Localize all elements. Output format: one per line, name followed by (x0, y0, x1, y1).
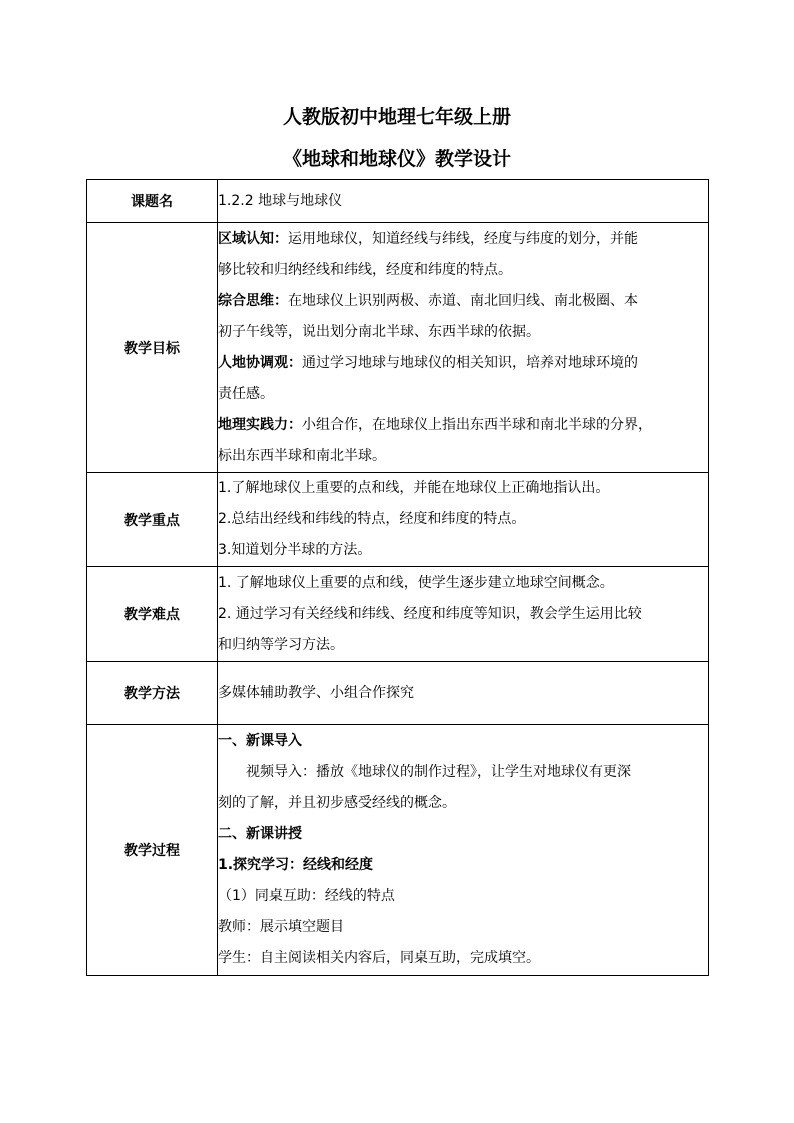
goal-heading: 综合思维： (218, 292, 288, 309)
key-point-item: 1.了解地球仪上重要的点和线，并能在地球仪上正确地指认出。 (218, 480, 610, 496)
topic-label: 课题名 (87, 180, 218, 223)
table-row-goals (87, 223, 709, 473)
teacher-text: 教师：展示填空题目 (218, 919, 344, 935)
document-title: 人教版初中地理七年级上册 (282, 106, 511, 128)
methods-value: 多媒体辅助教学、小组合作探究 (218, 662, 709, 725)
intro-text: 视频导入：播放《地球仪的制作过程》，让学生对地球仪有更深 (246, 764, 631, 780)
table-row-key-points (87, 473, 709, 567)
table-row-difficulties (87, 567, 709, 662)
process-content (218, 725, 709, 976)
difficulty-item: 1. 了解地球仪上重要的点和线，使学生逐步建立地球空间概念。 (218, 574, 614, 591)
process-label: 教学过程 (87, 725, 218, 976)
key-point-item: 2.总结出经线和纬线的特点，经度和纬度的特点。 (218, 511, 526, 527)
goal-item-cont: 初子午线等，说出划分南北半球、东西半球的依据。 (218, 323, 540, 340)
goal-heading: 地理实践力： (218, 416, 302, 433)
goal-item: 综合思维：在地球仪上识别两极、赤道、南北回归线、南北极圈、本 (218, 292, 638, 309)
lesson-plan-table (86, 179, 709, 976)
table-row-topic (87, 180, 709, 223)
section-heading: 二、新课讲授 (218, 826, 302, 842)
goal-item: 人地协调观：通过学习地球与地球仪的相关知识，培养对地球环境的 (218, 354, 638, 371)
subsection-heading: 1.探究学习：经线和经度 (218, 857, 374, 873)
goal-item-cont: 责任感。 (218, 385, 274, 402)
goal-item-cont: 够比较和归纳经线和纬线，经度和纬度的特点。 (218, 261, 512, 278)
intro-text-cont: 刻的了解，并且初步感受经线的概念。 (218, 795, 456, 811)
difficulty-item: 2. 通过学习有关经线和纬线、经度和纬度等知识，教会学生运用比较 (218, 605, 642, 622)
student-text: 学生：自主阅读相关内容后，同桌互助，完成填空。 (218, 950, 540, 966)
goal-heading: 人地协调观： (218, 354, 302, 371)
goal-heading: 区域认知： (218, 230, 288, 247)
goals-label: 教学目标 (87, 223, 218, 473)
step-text: （1）同桌互助：经线的特点 (218, 888, 395, 904)
section-heading: 一、新课导入 (218, 733, 302, 749)
methods-label: 教学方法 (87, 662, 218, 725)
goal-item: 区域认知：运用地球仪，知道经线与纬线，经度与纬度的划分，并能 (218, 230, 638, 247)
topic-value: 1.2.2 地球与地球仪 (218, 180, 709, 223)
goal-item: 地理实践力：小组合作，在地球仪上指出东西半球和南北半球的分界， (218, 416, 652, 433)
document-subtitle: 《地球和地球仪》教学设计 (282, 148, 511, 170)
difficulty-item: 和归纳等学习方法。 (218, 636, 344, 653)
difficulties-label: 教学难点 (87, 567, 218, 662)
key-points-label: 教学重点 (87, 473, 218, 567)
key-points-content (218, 473, 709, 567)
difficulties-content (218, 567, 709, 662)
goal-item-cont: 标出东西半球和南北半球。 (218, 447, 386, 464)
goals-content (218, 223, 709, 473)
table-row-process (87, 725, 709, 976)
key-point-item: 3.知道划分半球的方法。 (218, 542, 372, 558)
table-row-methods (87, 662, 709, 725)
